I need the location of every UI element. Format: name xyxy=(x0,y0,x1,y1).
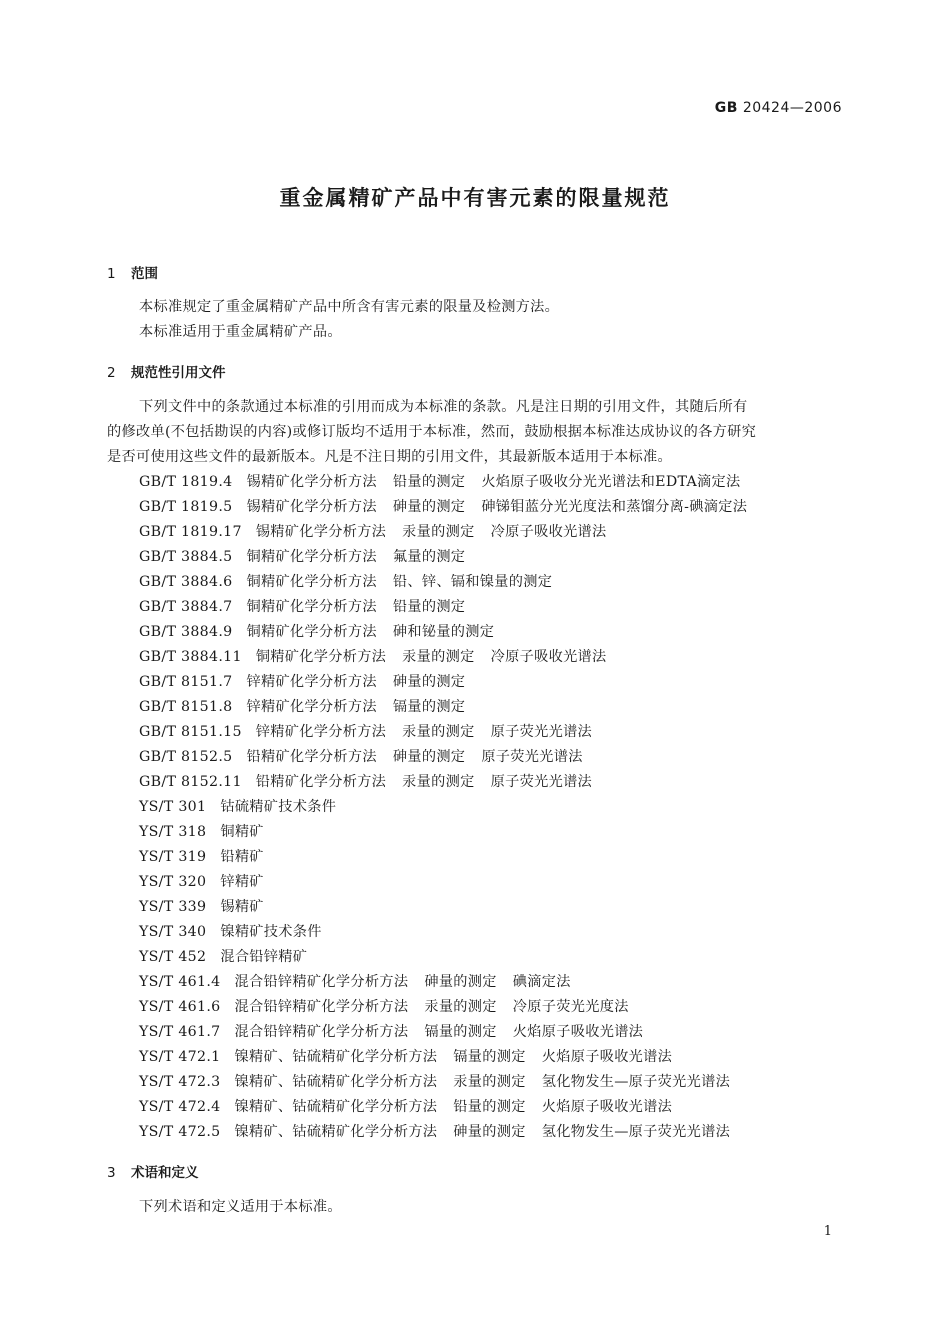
reference-code: YS/T 472.4 xyxy=(139,1099,221,1115)
reference-title-part: 混合铅锌精矿化学分析方法 xyxy=(234,974,409,990)
reference-code: GB/T 3884.7 xyxy=(139,599,233,615)
reference-title-part: 镉量的测定 xyxy=(424,1024,497,1040)
reference-title-part: 铜精矿化学分析方法 xyxy=(246,549,377,565)
reference-item xyxy=(139,520,747,545)
reference-title-part: 原子荧光光谱法 xyxy=(481,749,583,765)
reference-code: YS/T 320 xyxy=(139,874,207,890)
section-3-title: 术语和定义 xyxy=(131,1165,199,1181)
reference-title-part: 冷原子吸收光谱法 xyxy=(490,524,607,540)
section-1-number: 1 xyxy=(107,266,116,282)
reference-title-part: 铅量的测定 xyxy=(392,599,466,615)
reference-code: GB/T 1819.4 xyxy=(139,474,233,490)
reference-code: YS/T 472.3 xyxy=(139,1074,221,1090)
reference-code: GB/T 3884.11 xyxy=(139,649,242,665)
section-1-title: 范围 xyxy=(131,266,158,282)
reference-code: GB/T 8151.7 xyxy=(139,674,233,690)
reference-item xyxy=(139,870,747,895)
page-number: 1 xyxy=(823,1224,832,1239)
reference-title-part: 镍精矿技术条件 xyxy=(220,924,322,940)
section-2-number: 2 xyxy=(107,365,116,381)
reference-title-part: 铅量的测定 xyxy=(453,1099,526,1115)
reference-title-part: 火焰原子吸收光谱法 xyxy=(541,1049,673,1065)
reference-code: GB/T 3884.6 xyxy=(139,574,233,590)
reference-item xyxy=(139,845,747,870)
section-2-heading xyxy=(107,361,226,381)
reference-item xyxy=(139,620,747,645)
section-1-heading xyxy=(107,262,158,282)
section-3-heading xyxy=(107,1161,199,1181)
section-2-intro-line: 的修改单(不包括勘误的内容)或修订版均不适用于本标准，然而，鼓励根据本标准达成协议的各方研究 xyxy=(107,424,757,440)
reference-title-part: 铅精矿化学分析方法 xyxy=(246,749,377,765)
reference-title-part: 汞量的测定 xyxy=(402,524,475,540)
reference-title-part: 铜精矿化学分析方法 xyxy=(246,599,377,615)
reference-code: GB/T 8152.5 xyxy=(139,749,233,765)
reference-title-part: 铅、锌、镉和镍量的测定 xyxy=(392,574,553,590)
reference-title-part: 冷原子荧光光度法 xyxy=(512,999,629,1015)
section-3-paragraph: 下列术语和定义适用于本标准。 xyxy=(139,1199,342,1215)
reference-title-part: 锌精矿化学分析方法 xyxy=(246,699,377,715)
reference-code: YS/T 472.1 xyxy=(139,1049,221,1065)
reference-title-part: 混合铅锌精矿化学分析方法 xyxy=(234,1024,409,1040)
reference-item xyxy=(139,1070,747,1095)
reference-item xyxy=(139,895,747,920)
reference-title-part: 钴硫精矿技术条件 xyxy=(220,799,337,815)
reference-item xyxy=(139,945,747,970)
reference-item xyxy=(139,920,747,945)
reference-title-part: 砷量的测定 xyxy=(424,974,497,990)
reference-title-part: 碘滴定法 xyxy=(512,974,571,990)
reference-title-part: 火焰原子吸收光谱法 xyxy=(512,1024,644,1040)
reference-item xyxy=(139,1045,747,1070)
reference-item xyxy=(139,1020,747,1045)
reference-code: YS/T 472.5 xyxy=(139,1124,221,1140)
reference-title-part: 汞量的测定 xyxy=(402,724,475,740)
reference-title-part: 铜精矿 xyxy=(220,824,264,840)
reference-title-part: 混合铅锌精矿化学分析方法 xyxy=(234,999,409,1015)
reference-title-part: 砷量的测定 xyxy=(453,1124,526,1140)
reference-code: YS/T 461.4 xyxy=(139,974,221,990)
reference-title-part: 镉量的测定 xyxy=(392,699,466,715)
reference-title-part: 火焰原子吸收分光光谱法和EDTA滴定法 xyxy=(481,474,741,490)
reference-code: YS/T 461.7 xyxy=(139,1024,221,1040)
reference-code: GB/T 1819.5 xyxy=(139,499,233,515)
reference-title-part: 汞量的测定 xyxy=(453,1074,526,1090)
reference-title-part: 铜精矿化学分析方法 xyxy=(246,624,377,640)
reference-code: YS/T 339 xyxy=(139,899,207,915)
reference-title-part: 铅量的测定 xyxy=(392,474,466,490)
reference-item xyxy=(139,720,747,745)
reference-item xyxy=(139,545,747,570)
reference-title-part: 锡精矿化学分析方法 xyxy=(246,499,377,515)
reference-item xyxy=(139,770,747,795)
reference-title-part: 砷量的测定 xyxy=(392,499,466,515)
reference-title-part: 锡精矿化学分析方法 xyxy=(255,524,387,540)
reference-title-part: 镍精矿、钴硫精矿化学分析方法 xyxy=(234,1049,438,1065)
reference-item xyxy=(139,695,747,720)
reference-code: GB/T 8151.8 xyxy=(139,699,233,715)
reference-title-part: 氢化物发生—原子荧光光谱法 xyxy=(541,1124,731,1140)
section-3-number: 3 xyxy=(107,1165,116,1181)
section-1-paragraph: 本标准规定了重金属精矿产品中所含有害元素的限量及检测方法。 xyxy=(139,299,560,315)
reference-title-part: 锡精矿化学分析方法 xyxy=(246,474,377,490)
section-2-intro-line: 是否可使用这些文件的最新版本。凡是不注日期的引用文件，其最新版本适用于本标准。 xyxy=(107,449,673,465)
reference-code: YS/T 319 xyxy=(139,849,207,865)
reference-code: YS/T 452 xyxy=(139,949,207,965)
reference-title-part: 火焰原子吸收光谱法 xyxy=(541,1099,673,1115)
reference-title-part: 锌精矿 xyxy=(220,874,264,890)
reference-title-part: 锌精矿化学分析方法 xyxy=(246,674,377,690)
reference-item xyxy=(139,645,747,670)
reference-title-part: 砷量的测定 xyxy=(392,674,466,690)
reference-title-part: 砷锑钼蓝分光光度法和蒸馏分离-碘滴定法 xyxy=(481,499,748,515)
reference-code: YS/T 340 xyxy=(139,924,207,940)
reference-code: GB/T 8152.11 xyxy=(139,774,242,790)
reference-title-part: 冷原子吸收光谱法 xyxy=(490,649,607,665)
reference-title-part: 镍精矿、钴硫精矿化学分析方法 xyxy=(234,1124,438,1140)
standard-code: 20424—2006 xyxy=(742,100,842,116)
reference-title-part: 原子荧光光谱法 xyxy=(490,724,593,740)
reference-title-part: 砷量的测定 xyxy=(392,749,466,765)
reference-title-part: 汞量的测定 xyxy=(402,649,475,665)
reference-code: GB/T 3884.5 xyxy=(139,549,233,565)
reference-item xyxy=(139,595,747,620)
standard-number xyxy=(715,100,842,116)
reference-code: GB/T 1819.17 xyxy=(139,524,242,540)
reference-title-part: 氟量的测定 xyxy=(392,549,466,565)
reference-title-part: 铜精矿化学分析方法 xyxy=(255,649,387,665)
reference-item xyxy=(139,570,747,595)
reference-item xyxy=(139,795,747,820)
reference-item xyxy=(139,1120,747,1145)
reference-title-part: 铜精矿化学分析方法 xyxy=(246,574,377,590)
reference-title-part: 汞量的测定 xyxy=(424,999,497,1015)
reference-list xyxy=(139,470,747,1145)
reference-title-part: 氢化物发生—原子荧光光谱法 xyxy=(541,1074,731,1090)
reference-code: YS/T 461.6 xyxy=(139,999,221,1015)
reference-item xyxy=(139,970,747,995)
reference-title-part: 原子荧光光谱法 xyxy=(490,774,593,790)
reference-title-part: 铅精矿 xyxy=(220,849,264,865)
reference-item xyxy=(139,470,747,495)
reference-title-part: 镍精矿、钴硫精矿化学分析方法 xyxy=(234,1099,438,1115)
reference-item xyxy=(139,995,747,1020)
document-title: 重金属精矿产品中有害元素的限量规范 xyxy=(279,186,671,210)
reference-title-part: 镉量的测定 xyxy=(453,1049,526,1065)
reference-title-part: 锌精矿化学分析方法 xyxy=(255,724,387,740)
standard-prefix: GB xyxy=(714,100,738,116)
reference-item xyxy=(139,820,747,845)
reference-item xyxy=(139,1095,747,1120)
reference-title-part: 混合铅锌精矿 xyxy=(220,949,308,965)
section-2-title: 规范性引用文件 xyxy=(131,365,226,381)
reference-title-part: 镍精矿、钴硫精矿化学分析方法 xyxy=(234,1074,438,1090)
reference-title-part: 锡精矿 xyxy=(220,899,264,915)
reference-title-part: 铅精矿化学分析方法 xyxy=(255,774,387,790)
reference-title-part: 汞量的测定 xyxy=(402,774,475,790)
reference-title-part: 砷和铋量的测定 xyxy=(392,624,495,640)
reference-item xyxy=(139,670,747,695)
section-1-paragraph: 本标准适用于重金属精矿产品。 xyxy=(139,324,342,340)
section-2-intro-line: 下列文件中的条款通过本标准的引用而成为本标准的条款。凡是注日期的引用文件，其随后所有 xyxy=(139,399,748,415)
reference-code: GB/T 3884.9 xyxy=(139,624,233,640)
reference-code: GB/T 8151.15 xyxy=(139,724,242,740)
reference-item xyxy=(139,495,747,520)
reference-item xyxy=(139,745,747,770)
reference-code: YS/T 301 xyxy=(139,799,207,815)
reference-code: YS/T 318 xyxy=(139,824,207,840)
